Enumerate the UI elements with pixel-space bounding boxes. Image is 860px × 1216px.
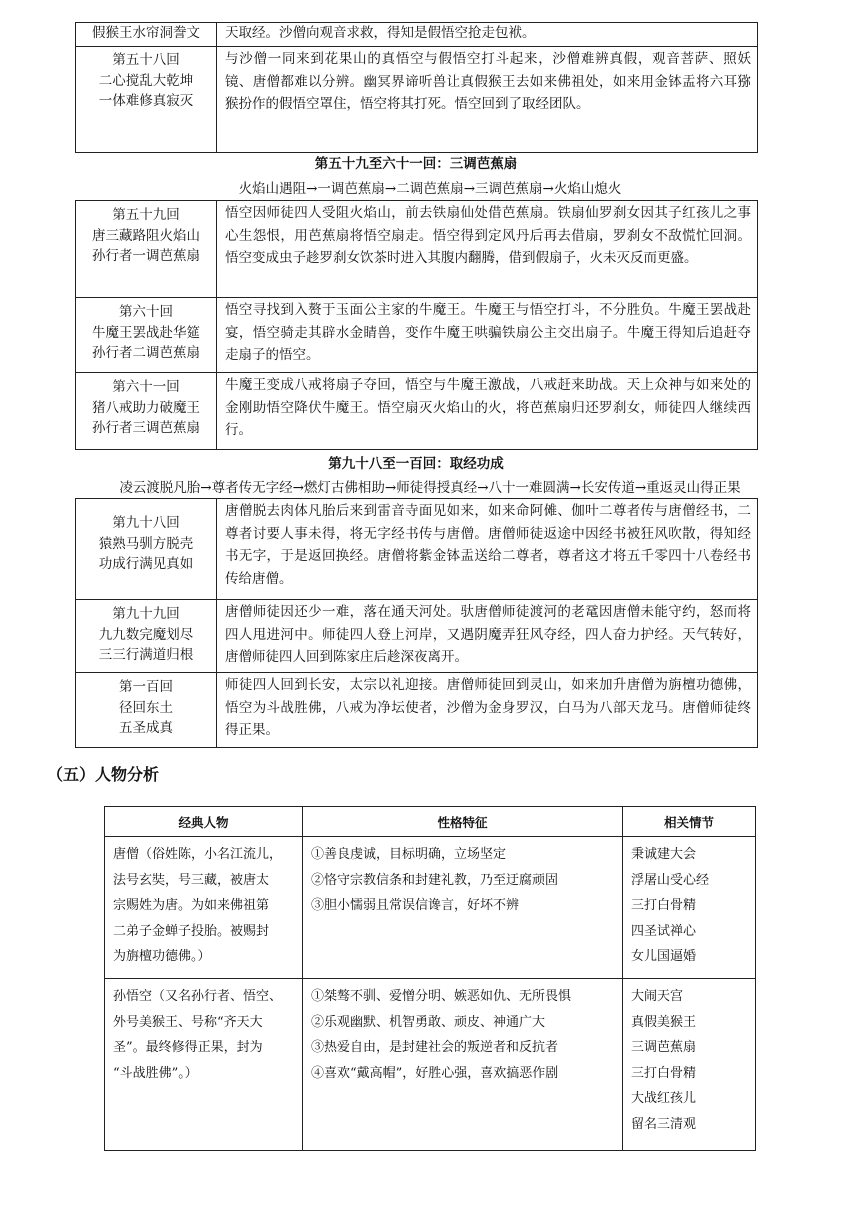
character-text-line: 孙悟空（又名孙行者、悟空、: [113, 989, 283, 1004]
character-cell: [105, 979, 303, 1151]
episodes-cell: [623, 837, 756, 979]
chapter-number: 第五十八回: [112, 52, 180, 68]
character-text-line: 宗赐姓为唐。为如来佛祖第: [113, 898, 270, 913]
chapter-number: 第九十九回: [112, 606, 180, 622]
chapter-summary: 牛魔王变成八戒将扇子夺回，悟空与牛魔王激战，八戒赶来助战。天上众神与如来处的金刚助悟空降伏牛魔王。悟空扇灭火焰山的火，将芭蕉扇归还罗刹女，师徒四人继续西行。: [217, 373, 758, 450]
episode-item: 女儿国逼婚: [631, 949, 697, 964]
character-text-line: 法号玄奘，号三藏，被唐太: [113, 872, 270, 888]
chapter-title-line: 猪八戒助力破魔王: [92, 399, 200, 416]
chapter-title-cell: [76, 600, 217, 673]
column-header: 经典人物: [105, 807, 303, 837]
chapter-summary: 悟空寻找到入赘于玉面公主家的牛魔王。牛魔王与悟空打斗，不分胜负。牛魔王罢战赴宴，悟空骑走其辟水金睛兽，变作牛魔王哄骗铁扇公主交出扇子。牛魔王得知后追赶夺走扇子的悟空。: [217, 298, 758, 373]
plot-flow: 火焰山遇阻→一调芭蕉扇→二调芭蕉扇→三调芭蕉扇→火焰山熄火: [238, 181, 622, 197]
chapter-title-line: 五圣成真: [119, 720, 173, 736]
table-row: [76, 673, 758, 748]
chapter-title-line: 三三行满道归根: [98, 647, 194, 663]
chapter-summary: 悟空因师徒四人受阻火焰山，前去铁扇仙处借芭蕉扇。铁扇仙罗刹女因其子红孩儿之事心生怨恨，用芭蕉扇将悟空扇走。悟空得到定风丹后再去借扇，罗刹女不敌慌忙回洞。悟空变成虫子趁罗刹女饮茶时进入其腹内翻腾，借到假扇子，火未灭反而更盛。: [217, 201, 758, 298]
chapter-title-line: 一体难修真寂灭: [98, 93, 194, 109]
chapter-table-58: [75, 22, 758, 153]
character-analysis-table: [104, 806, 756, 1151]
section-heading: （五）人物分析: [47, 765, 160, 784]
chapter-title-line: 径回东土: [119, 699, 173, 716]
chapter-title-line: 牛魔王罢战赴华筵: [92, 324, 200, 341]
chapter-title-cell: [76, 47, 217, 153]
trait-item: ①善良虔诚，目标明确，立场坚定: [311, 847, 507, 862]
table-row: [76, 47, 758, 153]
character-cell: [105, 837, 303, 979]
traits-cell: [303, 979, 623, 1151]
table-row: [76, 373, 758, 450]
trait-item: ②乐观幽默、机智勇敢、顽皮、神通广大: [311, 1014, 546, 1030]
episode-item: 四圣试禅心: [631, 923, 697, 939]
chapter-summary: 天取经。沙僧向观音求救，得知是假悟空抢走包袱。: [217, 23, 758, 47]
chapter-title-line: 唐三藏路阻火焰山: [92, 227, 200, 244]
chapter-title-line: 孙行者三调芭蕉扇: [92, 420, 200, 436]
chapter-table-59-61: [75, 200, 758, 450]
trait-item: ③热爱自由，是封建社会的叛逆者和反抗者: [311, 1040, 559, 1055]
table-row: [105, 979, 756, 1151]
traits-cell: [303, 837, 623, 979]
episode-item: 三打白骨精: [631, 1065, 697, 1081]
episode-item: 留名三清观: [631, 1116, 697, 1132]
table-row: [76, 499, 758, 600]
chapter-title-line: 假猴王水帘洞誊文: [92, 25, 200, 41]
chapter-title-cell: [76, 373, 217, 450]
table-row: [76, 201, 758, 298]
chapter-number: 第一百回: [119, 679, 173, 695]
trait-item: ③胆小懦弱且常误信谗言，好坏不辨: [311, 898, 520, 913]
trait-item: ④喜欢“戴高帽”，好胜心强，喜欢搞恶作剧: [311, 1065, 559, 1081]
trait-item: ①桀骜不驯、爱憎分明、嫉恶如仇、无所畏惧: [311, 989, 572, 1004]
episode-item: 浮屠山受心经: [631, 872, 710, 888]
plot-flow: 凌云渡脱凡胎→尊者传无字经→燃灯古佛相助→师徒得授真经→八十一难圆满→长安传道→重返灵山得正果: [119, 480, 741, 496]
chapter-title-cell: [76, 499, 217, 600]
column-header: 性格特征: [303, 807, 623, 837]
section-title: 第五十九至六十一回：三调芭蕉扇: [314, 156, 518, 172]
episode-item: 三调芭蕉扇: [631, 1040, 697, 1055]
chapter-title-line: 九九数完魔划尽: [98, 626, 194, 643]
section-title: 第九十八至一百回：取经功成: [328, 456, 504, 472]
chapter-summary: 师徒四人回到长安，太宗以礼迎接。唐僧师徒回到灵山，如来加升唐僧为旃檀功德佛，悟空为斗战胜佛，八戒为净坛使者，沙僧为金身罗汉，白马为八部天龙马。唐僧师徒终得正果。: [217, 673, 758, 748]
table-row: [76, 298, 758, 373]
character-text-line: 圣”。最终修得正果，封为: [113, 1040, 263, 1055]
table-row: [76, 600, 758, 673]
chapter-title-cell: [76, 298, 217, 373]
table-row: [76, 23, 758, 47]
chapter-number: 第六十一回: [112, 379, 180, 395]
chapter-title-cell: [76, 201, 217, 298]
chapter-summary: 唐僧脱去肉体凡胎后来到雷音寺面见如来，如来命阿傩、伽叶二尊者传与唐僧经书，二尊者讨要人事未得，将无字经书传与唐僧。唐僧师徒返途中因经书被狂风吹散，得知经书无字，于是返回换经。唐僧将紫金钵盂送给二尊者，尊者这才将五千零四十八卷经书传给唐僧。: [217, 499, 758, 600]
chapter-title-line: 二心搅乱大乾坤: [98, 72, 194, 89]
chapter-title-line: 孙行者一调芭蕉扇: [92, 248, 200, 264]
chapter-number: 第六十回: [119, 304, 173, 320]
table-row: [105, 837, 756, 979]
episode-item: 三打白骨精: [631, 898, 697, 913]
trait-item: ②恪守宗教信条和封建礼教，乃至迂腐顽固: [311, 872, 559, 888]
episodes-cell: [623, 979, 756, 1151]
chapter-title-line: 猿熟马驯方脱壳: [98, 535, 194, 552]
episode-item: 秉诚建大会: [631, 847, 697, 862]
episode-item: 大战红孩儿: [631, 1091, 697, 1106]
chapter-title-line: 孙行者二调芭蕉扇: [92, 345, 200, 361]
chapter-number: 第九十八回: [112, 515, 180, 531]
column-header: 相关情节: [623, 807, 756, 837]
character-text-line: 唐僧（俗姓陈，小名江流儿，: [113, 847, 283, 862]
character-text-line: “斗战胜佛”。）: [113, 1065, 198, 1081]
character-text-line: 二弟子金蝉子投胎。被赐封: [113, 923, 270, 939]
table-header-row: [105, 807, 756, 837]
chapter-table-98-100: [75, 498, 758, 748]
chapter-number: 第五十九回: [112, 207, 180, 223]
character-text-line: 为旃檀功德佛。）: [113, 949, 211, 964]
chapter-summary: 唐僧师徒因还少一难，落在通天河处。驮唐僧师徒渡河的老鼋因唐僧未能守约，怒而将四人甩进河中。师徒四人登上河岸，又遇阴魔弄狂风夺经，四人奋力护经。天气转好，唐僧师徒四人回到陈家庄后趁深夜离开。: [217, 600, 758, 673]
chapter-summary: 与沙僧一同来到花果山的真悟空与假悟空打斗起来，沙僧难辨真假，观音菩萨、照妖镜、唐僧都难以分辨。幽冥界谛听兽让真假猴王去如来佛祖处，如来用金钵盂将六耳猕猴扮作的假悟空罩住，悟空将其打死。悟空回到了取经团队。: [217, 47, 758, 153]
episode-item: 真假美猴王: [631, 1014, 697, 1030]
episode-item: 大闹天宫: [631, 989, 684, 1004]
character-text-line: 外号美猴王、号称“齐天大: [113, 1014, 263, 1030]
chapter-title-cell: [76, 673, 217, 748]
chapter-title-line: 功成行满见真如: [98, 556, 194, 572]
chapter-title-cell: [76, 23, 217, 47]
